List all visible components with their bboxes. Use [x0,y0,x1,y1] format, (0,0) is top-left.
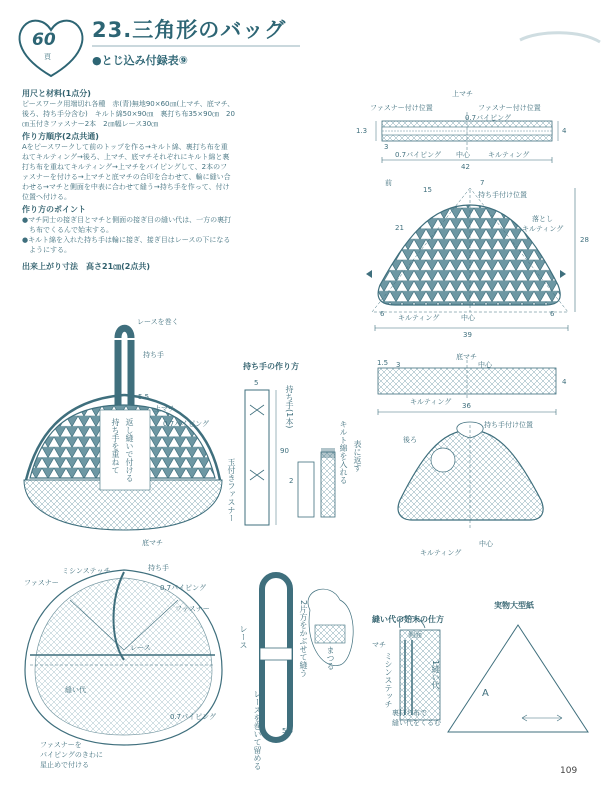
page-badge-unit: 頁 [44,53,51,61]
steps-line: ァスナーを付ける→上マチと底マチの合印を合わせて、輪に縫い合 [22,173,231,181]
dim-1-5: 1.5 [377,359,389,367]
dim-21: 21 [395,224,404,232]
front-height: 28 [580,236,589,244]
dim-6-right: 6 [550,310,555,318]
seam-machine-label: ミシンステッチ [384,652,393,708]
ring-lace-label: レース [239,625,248,649]
handle-length: 90 [280,447,289,455]
steps-line: ねてキルティング→後ろ、上マチ、底マチそれぞれにキルト綿と裏 [22,153,230,161]
fastener-label: ファスナー [24,579,59,587]
handle-heading: 持ち手の作り方 [243,362,299,371]
front-diagram [366,188,575,331]
handle-width: 5 [254,379,259,387]
front-width: 39 [463,331,472,339]
dim-1-3: 1.3 [356,127,368,135]
dim-4: 4 [562,127,567,135]
back-quilting-label: キルティング [420,549,462,557]
seam-allowance-label: 縫い代 [65,686,86,694]
materials-heading: 用尺と材料(1点分) [22,89,91,98]
materials-line: 後ろ、持ち手分含む) キルト綿50×90㎝ 裏打ち布35×90㎝ 20 [22,110,235,118]
bottom-piping-label: 0.7パイピング [395,151,441,159]
steps-line: 打ち布を重ねてキルティング→上マチをパイピングして、2本のフ [22,163,228,171]
bottom-gusset-heading: 底マチ [456,353,477,361]
steps-line: わせる→マチと側面を中表に合わせて縫う→持ち手を作って、付け [22,183,230,191]
top-gusset-heading: 上マチ [452,90,473,98]
quilt-batting-note: キルト綿を入れる [339,420,348,484]
fastener-bead-label: 玉付きファスナー [227,458,236,522]
bottom-quilting-label: キルティング [410,398,452,406]
back-handle-position: 持ち手付け位置 [484,421,533,429]
handle-width-2: 2 [289,477,294,485]
front-quilting-label: キルティング [398,314,440,322]
handle-position: 持ち手付け位置 [478,191,527,199]
dim-15: 15 [423,186,432,194]
fastener-note-b: パイピングのきわに [40,751,103,759]
overlap-note: 持ち手を重ねて [111,418,120,474]
page-number: 109 [560,766,578,776]
bottom-center-label: 中心 [478,361,492,369]
top-quilting-label: キルティング [488,151,530,159]
gusset-label: マチ [372,641,386,649]
wrap-note: 裏打ち布で [392,709,427,717]
top-center-label: 中心 [456,151,470,159]
dim-5-5: 5.5 [138,393,150,401]
fastener-label-2: ファスナー [175,605,210,613]
pattern-triangle [448,625,588,732]
backstitch-note: 返し縫いで付ける [125,418,134,482]
dim-3: 3 [384,143,389,151]
piping-label: 0.7パイピング [163,420,209,428]
instructions-block [22,88,235,272]
bottom-dim-4: 4 [562,378,567,386]
steps-line: 位置へ付ける。 [22,193,71,201]
materials-line: ㎝玉付きファスナー2本 2㎝幅レース30㎝ [22,120,159,128]
machine-stitch-label: ミシンステッチ [62,567,111,575]
points-line: ち布でくるんで始末する。 [22,226,113,234]
handle-label: 持ち手 [143,351,164,359]
lace-wrap-label: レースを巻く [137,318,179,326]
pattern-heading: 実物大型紙 [494,601,534,610]
ring-lace-note: レースを巻いて留める [253,690,262,770]
top-gusset-label: 上マチ [154,405,175,413]
top-piping-label: 0.7パイピング [465,114,511,122]
page-badge-number: 60 [32,30,56,50]
materials-line: ピースワーク用端切れ各種 赤(青)無地90×60㎝(上マチ、底マチ、 [22,100,235,108]
points-heading: 作り方のポイント [22,205,86,214]
bag-front-illustration [24,328,222,530]
back-diagram [398,422,543,530]
points-line: ●キルト綿を入れた持ち手は輪に接ぎ、接ぎ目はレースの下になる [22,236,231,244]
turn-right-side-note: 表に返す [353,440,362,472]
ring-dim: 5.5 [282,727,294,735]
fastener-position-1: ファスナー付け位置 [370,104,433,112]
finished-size: 出来上がり寸法 高さ21㎝(2点共) [22,262,151,271]
page-title: 23.三角形のバッグ [92,18,287,42]
pattern-piece-label: A [482,688,489,699]
overlap-sew-note: 2片方をかぶせて縫う [299,600,308,678]
bottom-dim-3: 3 [396,361,401,369]
front-label: 前 [385,179,392,187]
inside-piping-label-2: 0.7パイピング [170,713,216,721]
wrap-note-2: 縫い代をくるむ [392,719,441,727]
side-label: 側面 [408,631,422,639]
back-center-label: 中心 [479,540,493,548]
inside-piping-label: 0.7パイピング [160,584,206,592]
fastener-position-2: ファスナー付け位置 [478,104,541,112]
steps-heading: 作り方順序(2点共通) [22,132,99,141]
points-line: ●マチ同士の接ぎ目とマチと側面の接ぎ目の縫い代は、一方の裏打 [22,216,232,224]
dim-7: 7 [480,179,485,187]
seam-finish-heading: 縫い代の始末の仕方 [372,615,444,624]
drop-quilting-label-2: キルティング [522,225,564,233]
bottom-gusset-width: 36 [462,402,471,410]
fastener-note-c: 星止めで付ける [40,761,89,769]
page-subtitle: ●とじ込み付録表⑨ [92,54,188,67]
top-gusset-width: 42 [461,163,470,171]
handle-piece-label: 持ち手(1本) [285,385,294,429]
front-center-label: 中心 [461,314,475,322]
seam-allowance-1: 1縫い代 [431,660,440,690]
drop-quilting-label: 落とし [532,215,553,223]
fastener-note-a: ファスナーを [40,741,82,749]
inside-lace-label: レース [130,644,151,652]
back-label: 後ろ [403,436,417,444]
dim-6-left: 6 [380,310,385,318]
inside-handle-label: 持ち手 [148,564,169,572]
whipstitch-label: まつる [326,646,335,670]
points-line: ようにする。 [22,246,71,254]
bottom-gusset-label: 底マチ [142,539,163,547]
steps-line: Aをピースワークして前のトップを作る→キルト綿、裏打ち布を重 [22,143,228,151]
